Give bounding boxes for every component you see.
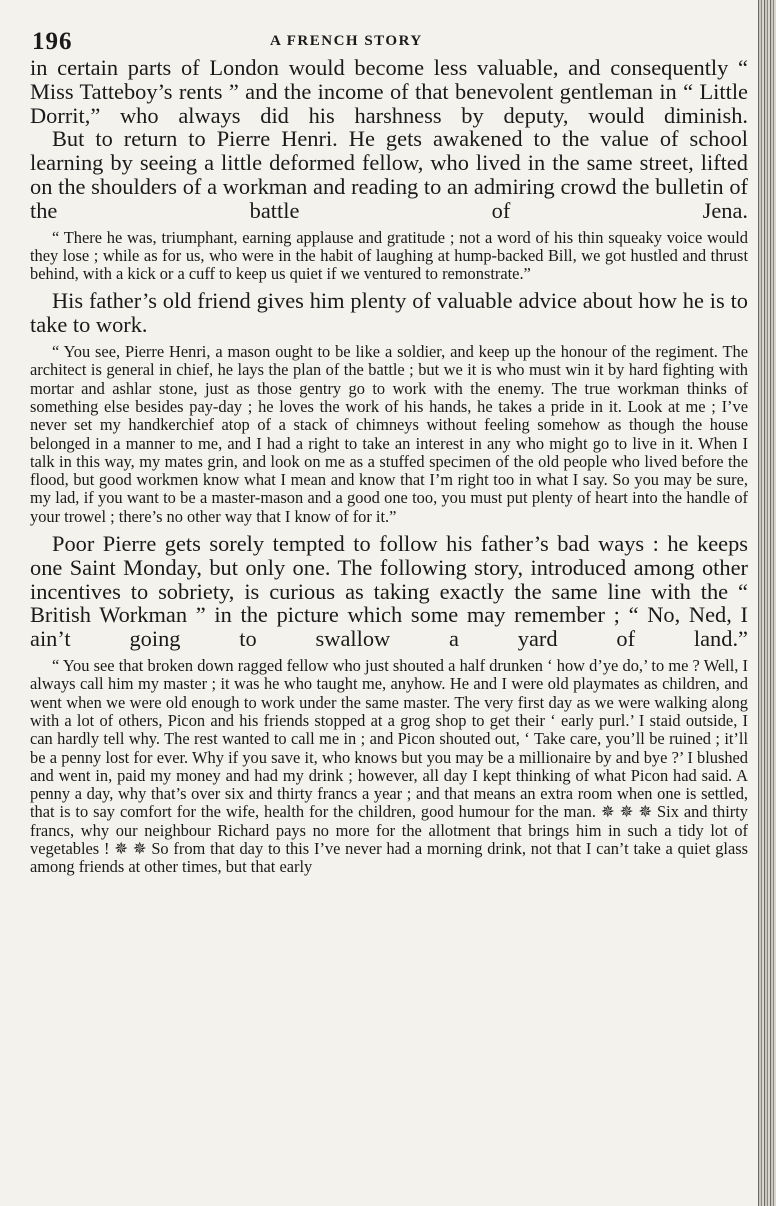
- paragraph-fathers-friend: His father’s old friend gives him plenty of valuable advice about how he is to take to work.: [30, 288, 748, 338]
- book-page: [30, 26, 748, 883]
- page-header: [30, 26, 748, 56]
- page-number: 196: [32, 28, 73, 55]
- quote-hump-backed-bill: “ There he was, triumphant, earning applause and gratitude ; not a word of his thin squeaky voice would they lose ; while as for us, who were in the habit of laughing at hump-backed Bill, we got hustled and thrust behind, with a kick or a cuff to keep us quiet if we ventured to remonstrate.”: [30, 227, 748, 284]
- page-edge-shadow: [758, 0, 776, 1206]
- quote-picon-story: “ You see that broken down ragged fellow who just shouted a half drunken ‘ how d’ye do,’ to me ? Well, I always call him my master ; it was he who taught me, anyhow. He and I were old playmates as children, and went when we were old enough to work under the same master. The very first day as we were walking along with a lot of others, Picon and his friends stopped at a grog shop to get their ‘ early purl.’ I staid outside, I can hardly tell why. The rest wanted to call me in ; and Picon shouted out, ‘ Take care, you’ll be ruined ; it’ll be a penny lost for ever. Why if you save it, who knows but you may be a millionaire by and bye ?’ I blushed and went in, paid my money and had my drink ; however, all day I kept thinking of what Picon had said. A penny a day, why that’s over six and thirty francs a year ; and that means an extra room when one is settled, that is to say comfort for the wife, health for the children, good humour for the man. ✵ ✵ ✵ Six and thirty francs, why our neighbour Richard pays no more for the allotment that brings him in such a tidy lot of vegetables ! ✵ ✵ So from that day to this I’ve never had a morning drink, not that I can’t take a quiet glass among friends at other times, but that early: [30, 656, 749, 877]
- paragraph-saint-monday: Poor Pierre gets sorely tempted to follow his father’s bad ways : he keeps one Saint Monday, but only one. The following story, introduced among other incentives to sobriety, is curious as taking exactly the same line with the “ British Workman ” in the picture which some may remember ; “ No, Ned, I ain’t going to swallow a yard of land.”: [30, 531, 748, 652]
- paragraph-london-rents: in certain parts of London would become less valuable, and consequently “ Miss Tatteboy’s rents ” and the income of that benevolent gentleman in “ Little Dorrit,” who always did his harshness by deputy, would diminish.: [30, 55, 748, 128]
- quote-mason-advice: “ You see, Pierre Henri, a mason ought to be like a soldier, and keep up the honour of the regiment. The architect is general in chief, he lays the plan of the battle ; but we it is who must win it by hard fighting with mortar and ashlar stone, just as those gentry go to work with the enemy. The true workman thinks of something else besides pay-day ; he loves the work of his hands, he takes a pride in it. Look at me ; I’ve never set my handkerchief atop of a stack of chimneys without feeling somehow as though the house belonged in a manner to me, and I had a right to take an interest in any who might go to live in it. When I talk in this way, my mates grin, and look on me as a stuffed specimen of the old people who lived before the flood, but good workmen know what I mean and know that I’m right too in what I say. So you may be sure, my lad, if you want to be a master-mason and a good one too, you must put plenty of heart into the handle of your trowel ; there’s no other way that I know of for it.”: [30, 342, 748, 526]
- running-head: A FRENCH STORY: [270, 33, 423, 49]
- paragraph-pierre-henri: But to return to Pierre Henri. He gets awakened to the value of school learning by seeing a little deformed fellow, who lived in the same street, lifted on the shoulders of a workman and reading to an admiring crowd the bulletin of the battle of Jena.: [30, 126, 748, 223]
